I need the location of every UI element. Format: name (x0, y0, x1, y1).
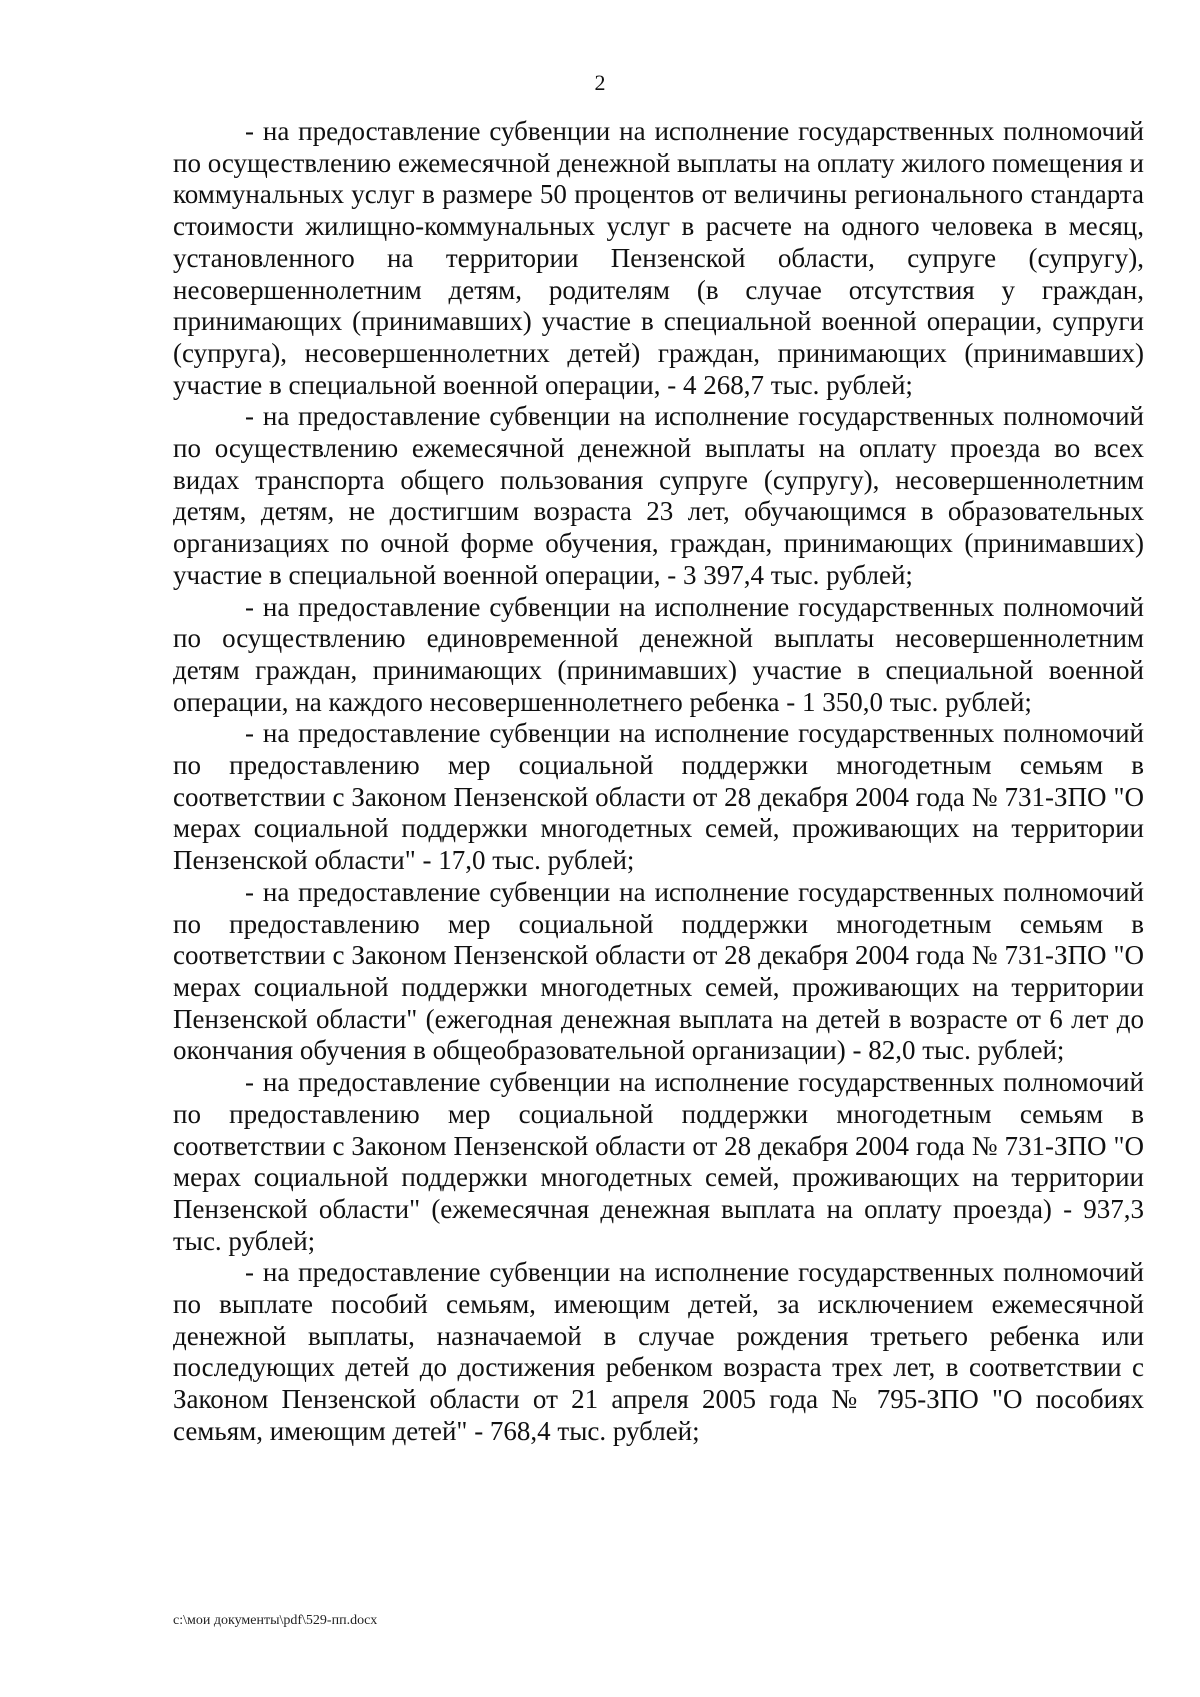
paragraph-family-allowances: - на предоставление субвенции на исполнение государственных полномочий по выплате пособий семьям, имеющим детей, за исключением ежемесячной денежной выплаты, назначаемой в случае рождения третьего ребенка или последующих детей до достижения ребенком возраста трех лет, в соответствии с Законом Пензенской области от 21 апреля 2005 года № 795-ЗПО "О пособиях семьям, имеющим детей" - 768,4 тыс. рублей; (173, 1257, 1144, 1446)
document-body (173, 116, 1144, 1448)
paragraph-large-family-travel-payment: - на предоставление субвенции на исполнение государственных полномочий по предоставлению мер социальной поддержки многодетным семьям в соответствии с Законом Пензенской области от 28 декабря 2004 года № 731-ЗПО "О мерах социальной поддержки многодетных семей, проживающих на территории Пензенской области" (ежемесячная денежная выплата на оплату проезда) - 937,3 тыс. рублей; (173, 1067, 1144, 1256)
footer-file-path: c:\мои документы\pdf\529-пп.docx (173, 1613, 378, 1628)
paragraph-transport-payment: - на предоставление субвенции на исполнение государственных полномочий по осуществлению ежемесячной денежной выплаты на оплату проезда во всех видах транспорта общего пользования супруге (супругу), несовершеннолетним детям, детям, не достигшим возраста 23 лет, обучающимся в образовательных организациях по очной форме обучения, граждан, принимающих (принимавших) участие в специальной военной операции, - 3 397,4 тыс. рублей; (173, 401, 1144, 590)
paragraph-large-family-annual-payment: - на предоставление субвенции на исполнение государственных полномочий по предоставлению мер социальной поддержки многодетным семьям в соответствии с Законом Пензенской области от 28 декабря 2004 года № 731-ЗПО "О мерах социальной поддержки многодетных семей, проживающих на территории Пензенской области" (ежегодная денежная выплата на детей в возрасте от 6 лет до окончания обучения в общеобразовательной организации) - 82,0 тыс. рублей; (173, 876, 1144, 1066)
paragraph-large-family-support: - на предоставление субвенции на исполнение государственных полномочий по предоставлению мер социальной поддержки многодетным семьям в соответствии с Законом Пензенской области от 28 декабря 2004 года № 731-ЗПО "О мерах социальной поддержки многодетных семей, проживающих на территории Пензенской области" - 17,0 тыс. рублей; (173, 718, 1144, 876)
page-number: 2 (594, 70, 606, 95)
paragraph-housing-payment: - на предоставление субвенции на исполнение государственных полномочий по осуществлению ежемесячной денежной выплаты на оплату жилого помещения и коммунальных услуг в размере 50 процентов от величины регионального стандарта стоимости жилищно-коммунальных услуг в расчете на одного человека в месяц, установленного на территории Пензенской области, супруге (супругу), несовершеннолетним детям, родителям (в случае отсутствия у граждан, принимающих (принимавших) участие в специальной военной операции, супруги (супруга), несовершеннолетних детей) граждан, принимающих (принимавших) участие в специальной военной операции, - 4 268,7 тыс. рублей; (173, 116, 1144, 400)
paragraph-lump-sum-payment: - на предоставление субвенции на исполнение государственных полномочий по осуществлению единовременной денежной выплаты несовершеннолетним детям граждан, принимающих (принимавших) участие в специальной военной операции, на каждого несовершеннолетнего ребенка - 1 350,0 тыс. рублей; (173, 591, 1144, 717)
